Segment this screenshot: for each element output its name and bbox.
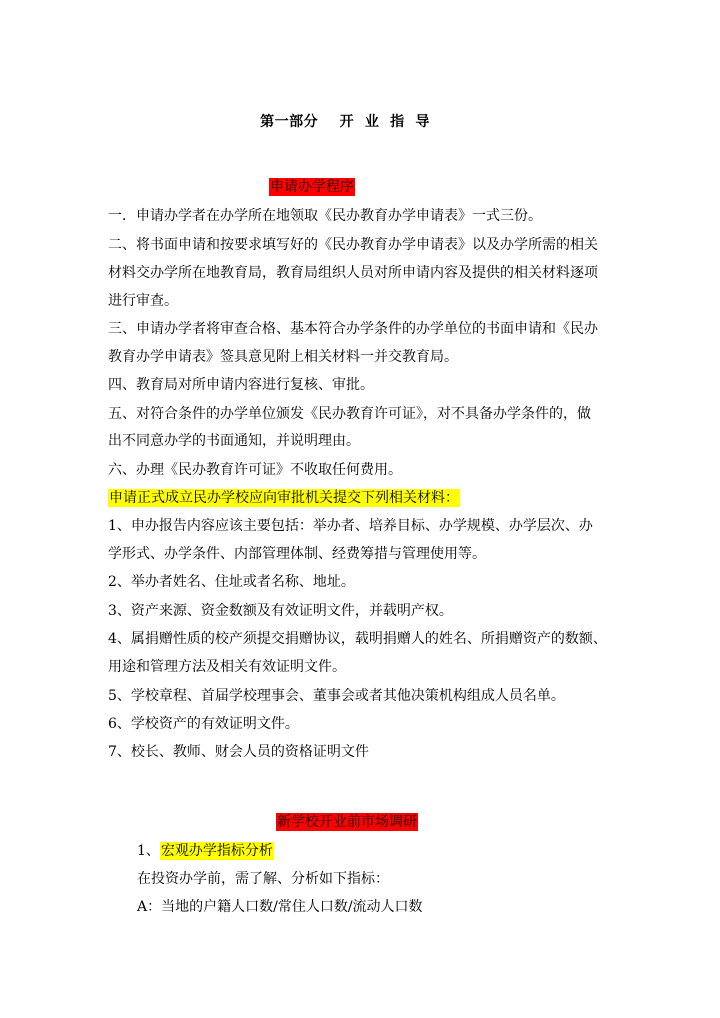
procedure-line: 材料交办学所在地教育局，教育局组织人员对所申请内容及提供的相关材料逐项 <box>108 265 598 281</box>
subsection-number: 1、 <box>137 843 160 859</box>
intro-line: 在投资办学前，需了解、分析如下指标： <box>137 871 389 887</box>
subsection-heading-text: 宏观办学指标分析 <box>160 843 273 859</box>
section-heading-procedure <box>269 178 355 196</box>
section-heading-procedure-text: 申请办学程序 <box>270 179 354 195</box>
page-title: 第一部分 开 业 指 导 <box>260 114 430 130</box>
section-heading-market-research <box>276 813 418 831</box>
materials-line: 学形式、办学条件、内部管理体制、经费筹措与管理使用等。 <box>108 546 486 562</box>
procedure-line: 出不同意办学的书面通知，并说明理由。 <box>108 433 360 449</box>
subsection-heading <box>137 842 274 860</box>
procedure-line: 一．申请办学者在办学所在地领取《民办教育办学申请表》一式三份。 <box>108 208 542 224</box>
materials-heading <box>108 489 460 507</box>
materials-heading-text: 申请正式成立民办学校应向审批机关提交下列相关材料： <box>109 490 459 506</box>
materials-line: 5、学校章程、首届学校理事会、董事会或者其他决策机构组成人员名单。 <box>108 688 565 704</box>
list-item-a: A：当地的户籍人口数/常住人口数/流动人口数 <box>137 899 423 915</box>
materials-line: 7、校长、教师、财会人员的资格证明文件 <box>108 744 369 760</box>
materials-line: 2、举办者姓名、住址或者名称、地址。 <box>108 574 355 590</box>
materials-line: 用途和管理方法及相关有效证明文件。 <box>108 659 346 675</box>
procedure-line: 三、申请办学者将审查合格、基本符合办学条件的办学单位的书面申请和《民办 <box>108 321 598 337</box>
procedure-line: 教育办学申请表》签具意见附上相关材料一并交教育局。 <box>108 349 458 365</box>
materials-line: 3、资产来源、资金数额及有效证明文件，并载明产权。 <box>108 603 453 619</box>
materials-line: 1、申办报告内容应该主要包括：举办者、培养目标、办学规模、办学层次、办 <box>108 518 593 534</box>
procedure-line: 五、对符合条件的办学单位颁发《民办教育许可证》，对不具备办学条件的，做 <box>108 406 591 422</box>
procedure-line: 四、教育局对所申请内容进行复核、审批。 <box>108 377 374 393</box>
materials-line: 4、属捐赠性质的校产须提交捐赠协议，载明捐赠人的姓名、所捐赠资产的数额、 <box>108 631 607 647</box>
procedure-line: 二、将书面申请和按要求填写好的《民办教育办学申请表》以及办学所需的相关 <box>108 237 598 253</box>
procedure-line: 进行审查。 <box>108 293 178 309</box>
section-heading-market-research-text: 新学校开业前市场调研 <box>277 814 417 830</box>
materials-line: 6、学校资产的有效证明文件。 <box>108 716 299 732</box>
procedure-line: 六、办理《民办教育许可证》不收取任何费用。 <box>108 462 402 478</box>
